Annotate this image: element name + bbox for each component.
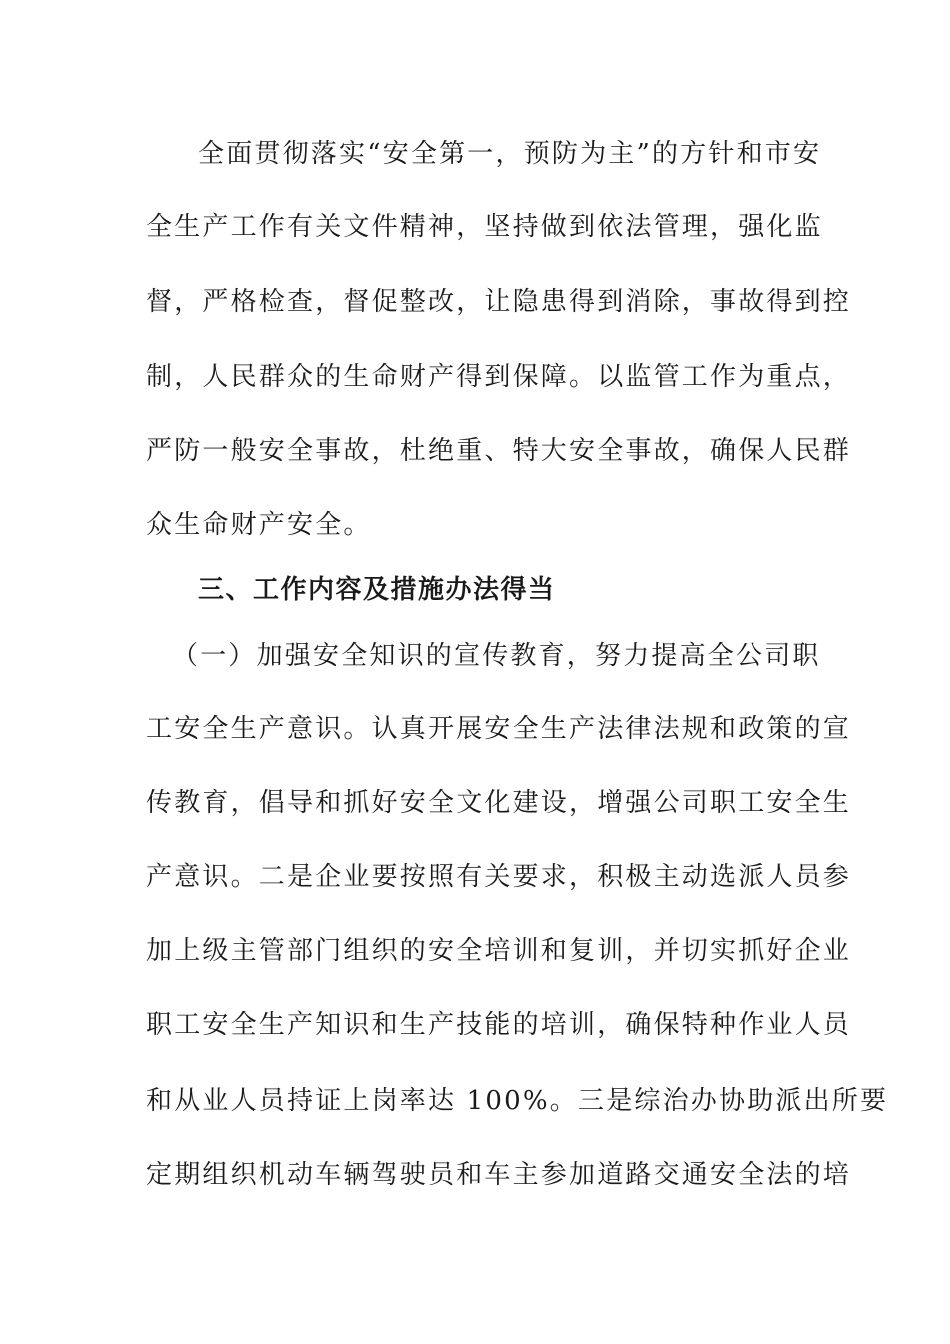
paragraph-2-line-1: （一）加强安全知识的宣传教育，努力提高全公司职 — [172, 641, 821, 671]
paragraph-2-line-2: 工安全生产意识。认真开展安全生产法律法规和政策的宣 — [146, 714, 852, 744]
paragraph-2-line-3: 传教育，倡导和抓好安全文化建设，增强公司职工安全生 — [146, 788, 852, 818]
section-heading: 三、工作内容及措施办法得当 — [198, 575, 556, 605]
paragraph-2-line-8: 定期组织机动车辆驾驶员和车主参加道路交通安全法的培 — [146, 1160, 852, 1190]
paragraph-1-line-5: 严防一般安全事故，杜绝重、特大安全事故，确保人民群 — [146, 436, 852, 466]
paragraph-1-line-1: 全面贯彻落实“安全第一，预防为主”的方针和市安 — [198, 139, 822, 169]
paragraph-1-line-3: 督，严格检查，督促整改，让隐患得到消除，事故得到控 — [146, 287, 852, 317]
paragraph-2-line-6: 职工安全生产知识和生产技能的培训，确保特种作业人员 — [146, 1010, 852, 1040]
paragraph-2-line-5: 加上级主管部门组织的安全培训和复训，并切实抓好企业 — [146, 936, 852, 966]
paragraph-1-line-2: 全生产工作有关文件精神，坚持做到依法管理，强化监 — [146, 212, 823, 242]
paragraph-1-line-6: 众生命财产安全。 — [146, 510, 372, 540]
paragraph-2-line-7: 和从业人员持证上岗率达 100%。三是综治办协助派出所要 — [146, 1086, 889, 1116]
paragraph-1-line-4: 制，人民群众的生命财产得到保障。以监管工作为重点， — [146, 362, 852, 392]
paragraph-2-line-4: 产意识。二是企业要按照有关要求，积极主动选派人员参 — [146, 862, 852, 892]
